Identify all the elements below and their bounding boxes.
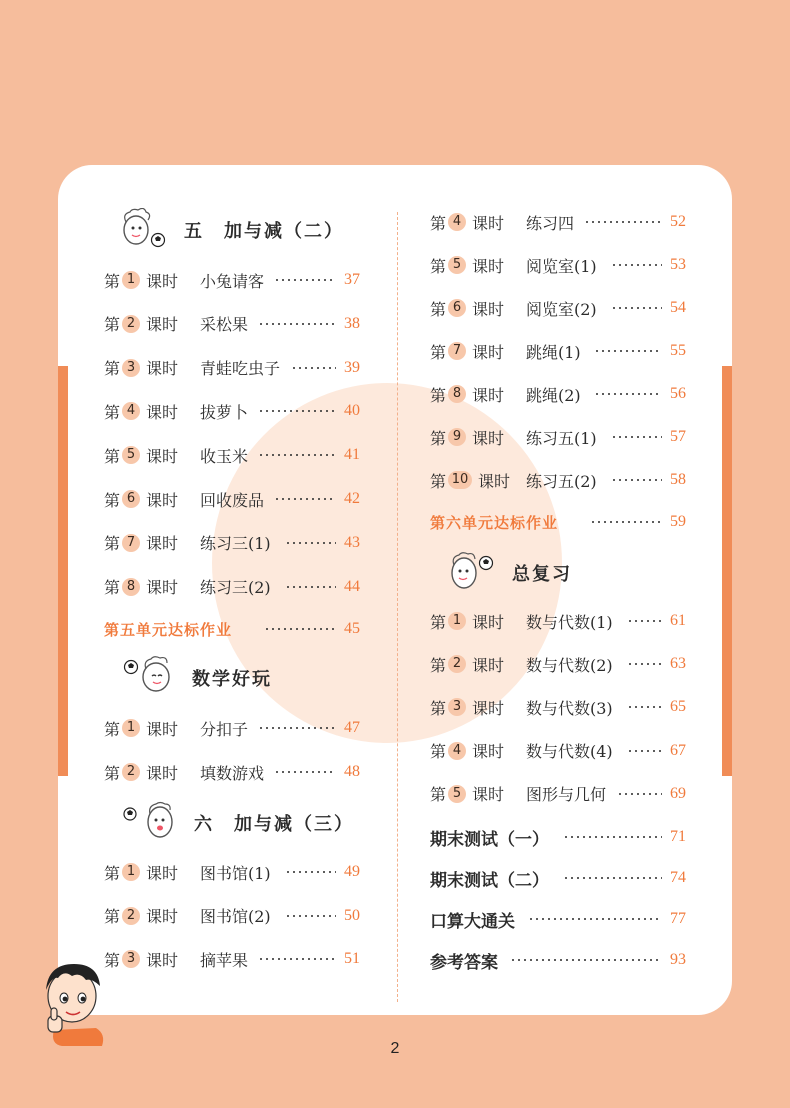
lesson-suffix: 课时: [472, 742, 505, 762]
toc-entry[interactable]: [104, 760, 366, 784]
lesson-suffix: 课时: [472, 299, 505, 319]
lesson-prefix: 第: [430, 742, 447, 762]
page-ref: 93: [670, 951, 686, 968]
page-ref: 67: [670, 741, 686, 759]
lesson-number-badge: 1: [448, 612, 466, 630]
lesson-number-badge: 1: [122, 863, 140, 881]
page-ref: 41: [344, 446, 360, 464]
lesson-title: 练习三(2): [200, 578, 271, 598]
lesson-suffix: 课时: [472, 256, 505, 276]
right-accent-bar: [722, 366, 732, 776]
page-ref: 59: [670, 513, 686, 530]
page-ref: 71: [670, 828, 686, 845]
dot-leader: [258, 410, 336, 412]
lesson-prefix: 第: [104, 719, 121, 739]
lesson-prefix: 第: [104, 490, 121, 510]
lesson-number-badge: 2: [122, 763, 140, 781]
dot-leader: [258, 727, 336, 729]
lesson-number-badge: 2: [448, 655, 466, 673]
lesson-suffix: 课时: [146, 534, 179, 554]
lesson-title: 数与代数(4): [526, 742, 613, 762]
lesson-number-badge: 6: [448, 299, 466, 317]
dot-leader: [611, 479, 662, 481]
lesson-suffix: 课时: [472, 385, 505, 405]
lesson-title: 跳绳(1): [526, 342, 581, 362]
dot-leader: [563, 877, 662, 879]
toc-entry[interactable]: [104, 268, 366, 292]
toc-entry-bold[interactable]: [430, 825, 692, 849]
lesson-suffix: 课时: [472, 655, 505, 675]
dot-leader: [611, 436, 662, 438]
page-ref: 52: [670, 213, 686, 230]
entry-title: 口算大通关: [430, 911, 515, 932]
lesson-suffix: 课时: [146, 402, 179, 422]
dot-leader: [594, 393, 662, 395]
lesson-title: 阅览室(2): [526, 299, 597, 319]
dinosaur-soccer-icon: [118, 208, 168, 250]
unit6-heading: 六 加与减（三）: [194, 814, 354, 835]
lesson-suffix: 课时: [146, 271, 179, 291]
lesson-number-badge: 7: [122, 534, 140, 552]
toc-entry[interactable]: [104, 575, 366, 599]
lesson-title: 填数游戏: [200, 763, 265, 783]
lesson-prefix: 第: [430, 342, 447, 362]
toc-entry[interactable]: [430, 339, 692, 363]
page-ref: 63: [670, 655, 686, 673]
dinosaur-soccer-icon: [122, 800, 182, 842]
toc-entry[interactable]: [430, 652, 692, 676]
lesson-prefix: 第: [104, 359, 121, 379]
page-ref: 65: [670, 698, 686, 716]
lesson-title: 采松果: [200, 315, 249, 335]
lesson-suffix: 课时: [146, 315, 179, 335]
lesson-prefix: 第: [104, 763, 121, 783]
lesson-number-badge: 1: [122, 719, 140, 737]
dot-leader: [285, 586, 336, 588]
entry-title: 期末测试（二）: [430, 870, 549, 891]
lesson-prefix: 第: [430, 612, 447, 632]
page-ref: 51: [344, 950, 360, 967]
dot-leader: [617, 793, 662, 795]
lesson-prefix: 第: [430, 213, 447, 233]
lesson-title: 数与代数(2): [526, 655, 613, 675]
page-ref: 50: [344, 906, 360, 924]
dot-leader: [594, 350, 662, 352]
dot-leader: [274, 771, 336, 773]
lesson-number-badge: 3: [122, 950, 140, 968]
toc-entry[interactable]: [430, 782, 692, 806]
lesson-number-badge: 4: [122, 402, 140, 420]
page-ref: 55: [670, 342, 686, 359]
lesson-number-badge: 2: [122, 907, 140, 925]
page-ref: 38: [344, 314, 360, 332]
lesson-prefix: 第: [430, 698, 447, 718]
toc-entry-bold[interactable]: [430, 866, 692, 890]
lesson-prefix: 第: [430, 428, 447, 448]
lesson-prefix: 第: [104, 578, 121, 598]
toc-entry-bold[interactable]: [430, 948, 692, 972]
lesson-title: 图书馆(1): [200, 863, 271, 883]
lesson-number-badge: 10: [448, 471, 472, 489]
page-number: 2: [390, 1040, 400, 1057]
lesson-suffix: 课时: [146, 950, 179, 970]
lesson-prefix: 第: [104, 446, 121, 466]
page-ref: 69: [670, 784, 686, 802]
page-ref: 74: [670, 869, 686, 886]
lesson-number-badge: 5: [122, 446, 140, 464]
lesson-number-badge: 8: [448, 385, 466, 403]
lesson-number-badge: 5: [448, 785, 466, 803]
assessment-title: 第五单元达标作业: [104, 620, 233, 639]
page-ref: 37: [344, 271, 360, 288]
lesson-title: 拔萝卜: [200, 402, 249, 422]
dot-leader: [627, 706, 662, 708]
lesson-number-badge: 3: [448, 698, 466, 716]
lesson-suffix: 课时: [146, 578, 179, 598]
boy-thumbs-up-icon: [36, 960, 110, 1046]
dot-leader: [510, 959, 662, 961]
dot-leader: [590, 521, 662, 523]
lesson-suffix: 课时: [472, 213, 505, 233]
toc-entry[interactable]: [104, 399, 366, 423]
lesson-number-badge: 4: [448, 213, 466, 231]
dot-leader: [563, 836, 662, 838]
lesson-title: 练习五(2): [526, 471, 597, 491]
dot-leader: [584, 221, 662, 223]
lesson-title: 小兔请客: [200, 271, 265, 291]
page-ref: 57: [670, 428, 686, 445]
dot-leader: [627, 750, 662, 752]
column-divider: [397, 212, 398, 1002]
dot-leader: [291, 367, 336, 369]
dot-leader: [274, 498, 336, 500]
dot-leader: [285, 871, 336, 873]
lesson-prefix: 第: [430, 471, 447, 491]
lesson-title: 摘苹果: [200, 950, 249, 970]
lesson-number-badge: 1: [122, 271, 140, 289]
lesson-number-badge: 7: [448, 342, 466, 360]
lesson-suffix: 课时: [472, 428, 505, 448]
unit5-assessment[interactable]: [104, 617, 366, 641]
lesson-title: 跳绳(2): [526, 385, 581, 405]
toc-entry[interactable]: [104, 443, 366, 467]
entry-title: 期末测试（一）: [430, 829, 549, 850]
lesson-number-badge: 2: [122, 315, 140, 333]
page-ref: 43: [344, 533, 360, 551]
dot-leader: [627, 620, 662, 622]
lesson-number-badge: 9: [448, 428, 466, 446]
lesson-title: 图形与几何: [526, 785, 607, 805]
toc-entry[interactable]: [104, 947, 366, 971]
page-ref: 44: [344, 577, 360, 595]
dot-leader: [258, 323, 336, 325]
lesson-suffix: 课时: [146, 863, 179, 883]
toc-entry[interactable]: [104, 312, 366, 336]
page-ref: 56: [670, 385, 686, 402]
toc-entry[interactable]: [104, 904, 366, 928]
entry-title: 参考答案: [430, 952, 498, 973]
page-ref: 40: [344, 402, 360, 420]
toc-entry[interactable]: [430, 739, 692, 763]
lesson-title: 练习三(1): [200, 534, 271, 554]
page-ref: 58: [670, 471, 686, 488]
lesson-prefix: 第: [104, 402, 121, 422]
dot-leader: [285, 915, 336, 917]
page-ref: 47: [344, 719, 360, 736]
toc-entry[interactable]: [430, 296, 692, 320]
toc-entry[interactable]: [430, 468, 692, 492]
lesson-suffix: 课时: [146, 763, 179, 783]
lesson-title: 青蛙吃虫子: [200, 359, 281, 379]
lesson-title: 图书馆(2): [200, 907, 271, 926]
lesson-number-badge: 8: [122, 578, 140, 596]
lesson-prefix: 第: [104, 271, 121, 291]
toc-entry-bold[interactable]: [430, 907, 692, 931]
lesson-suffix: 课时: [146, 446, 179, 466]
lesson-suffix: 课时: [472, 785, 505, 805]
toc-entry[interactable]: [104, 860, 366, 884]
lesson-title: 分扣子: [200, 719, 249, 739]
dot-leader: [258, 454, 336, 456]
toc-entry[interactable]: [430, 382, 692, 406]
page-ref: 61: [670, 612, 686, 629]
dinosaur-soccer-icon: [122, 655, 178, 697]
page-ref: 45: [344, 620, 360, 637]
dot-leader: [611, 264, 662, 266]
lesson-suffix: 课时: [472, 612, 505, 632]
toc-entry[interactable]: [430, 609, 692, 633]
left-accent-bar: [58, 366, 68, 776]
lesson-prefix: 第: [430, 785, 447, 805]
lesson-prefix: 第: [430, 655, 447, 675]
lesson-title: 回收废品: [200, 490, 265, 510]
lesson-title: 阅览室(1): [526, 256, 597, 276]
lesson-number-badge: 4: [448, 742, 466, 760]
lesson-prefix: 第: [430, 256, 447, 276]
page-ref: 53: [670, 256, 686, 273]
toc-entry[interactable]: [430, 210, 692, 234]
lesson-suffix: 课时: [146, 359, 179, 379]
toc-entry[interactable]: [104, 356, 366, 380]
toc-entry[interactable]: [430, 695, 692, 719]
lesson-number-badge: 6: [122, 490, 140, 508]
page-ref: 49: [344, 863, 360, 880]
page-ref: 77: [670, 910, 686, 927]
lesson-prefix: 第: [104, 534, 121, 554]
lesson-suffix: 课时: [472, 342, 505, 362]
review-heading: 总复习: [512, 564, 572, 585]
dot-leader: [611, 307, 662, 309]
page-ref: 54: [670, 299, 686, 316]
lesson-title: 练习五(1): [526, 428, 597, 448]
assessment-title: 第六单元达标作业: [430, 513, 559, 532]
lesson-prefix: 第: [430, 385, 447, 405]
toc-entry[interactable]: [430, 425, 692, 449]
lesson-title: 数与代数(3): [526, 698, 613, 718]
lesson-number-badge: 3: [122, 359, 140, 377]
unit5-heading: 五 加与减（二）: [184, 221, 344, 242]
dinosaur-soccer-icon: [446, 549, 498, 593]
lesson-title: 练习四: [526, 213, 575, 233]
lesson-prefix: 第: [104, 863, 121, 883]
fun-math-heading: 数学好玩: [192, 669, 272, 690]
unit6-assessment[interactable]: [430, 510, 692, 534]
page-ref: 42: [344, 490, 360, 507]
lesson-title: 收玉米: [200, 446, 249, 466]
lesson-suffix: 课时: [146, 907, 179, 926]
lesson-prefix: 第: [430, 299, 447, 319]
dot-leader: [528, 918, 662, 920]
page-ref: 39: [344, 358, 360, 376]
toc-entry[interactable]: [104, 531, 366, 555]
lesson-suffix: 课时: [472, 698, 505, 718]
lesson-prefix: 第: [104, 315, 121, 335]
lesson-suffix: 课时: [478, 471, 511, 491]
lesson-prefix: 第: [104, 907, 121, 926]
page-ref: 48: [344, 763, 360, 780]
toc-entry[interactable]: [430, 253, 692, 277]
dot-leader: [285, 542, 336, 544]
lesson-title: 数与代数(1): [526, 612, 613, 632]
dot-leader: [264, 628, 338, 630]
toc-entry[interactable]: [104, 716, 366, 740]
toc-entry[interactable]: [104, 487, 366, 511]
lesson-prefix: 第: [104, 950, 121, 970]
lesson-suffix: 课时: [146, 490, 179, 510]
dot-leader: [627, 663, 662, 665]
dot-leader: [274, 279, 336, 281]
lesson-number-badge: 5: [448, 256, 466, 274]
dot-leader: [258, 958, 336, 960]
lesson-suffix: 课时: [146, 719, 179, 739]
